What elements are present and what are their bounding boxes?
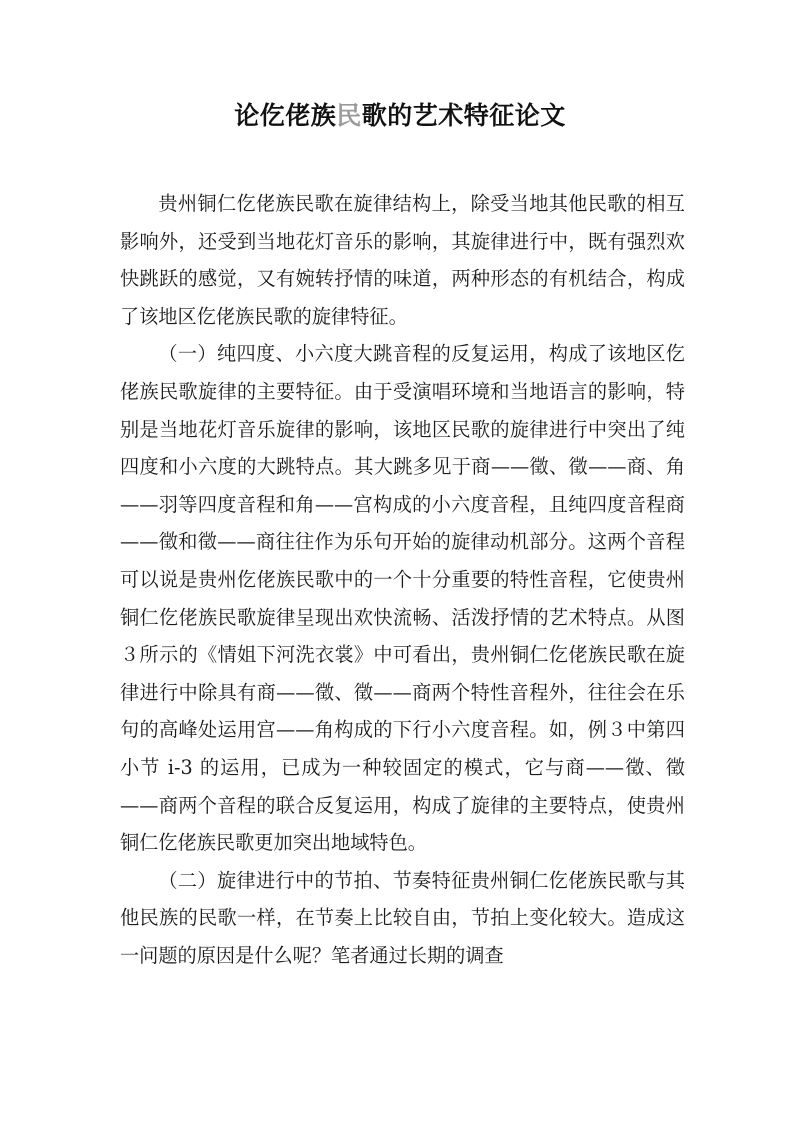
title-text-faded-char: 民 [336, 101, 362, 130]
paragraph-intro: 贵州铜仁仡佬族民歌在旋律结构上，除受当地其他民歌的相互影响外，还受到当地花灯音乐的影响，其旋律进行中，既有强烈欢快跳跃的感觉，又有婉转抒情的味道，两种形态的有机结合，构成了该地区仡佬族民歌的旋律特征。 [120, 192, 685, 328]
document-body [120, 185, 685, 974]
paragraph-section-2: （二）旋律进行中的节拍、节奏特征贵州铜仁仡佬族民歌与其他民族的民歌一样，在节奏上比较自由，节拍上变化较大。造成这一问题的原因是什么呢？笔者通过长期的调查 [120, 868, 685, 967]
paragraph-section-1: （一）纯四度、小六度大跳音程的反复运用，构成了该地区仡佬族民歌旋律的主要特征。由于受演唱环境和当地语言的影响，特别是当地花灯音乐旋律的影响，该地区民歌的旋律进行中突出了纯四度和小六度的大跳特点。其大跳多见于商——徵、徵——商、角——羽等四度音程和角——宫构成的小六度音程，且纯四度音程商——徵和徵——商往往作为乐句开始的旋律动机部分。这两个音程可以说是贵州仡佬族民歌中的一个十分重要的特性音程，它使贵州铜仁仡佬族民歌旋律呈现出欢快流畅、活泼抒情的艺术特点。从图３所示的《情姐下河洗衣裳》中可看出，贵州铜仁仡佬族民歌在旋律进行中除具有商——徵、徵——商两个特性音程外，往往会在乐句的高峰处运用宫——角构成的下行小六度音程。如，例３中第四小节 i-3 的运用，已成为一种较固定的模式，它与商——徵、徵——商两个音程的联合反复运用，构成了旋律的主要特点，使贵州铜仁仡佬族民歌更加突出地域特色。 [120, 342, 685, 855]
title-text-part1: 论仡佬族 [234, 101, 337, 130]
document-title [0, 96, 800, 136]
title-text-part2: 歌的艺术特征论文 [361, 101, 566, 130]
